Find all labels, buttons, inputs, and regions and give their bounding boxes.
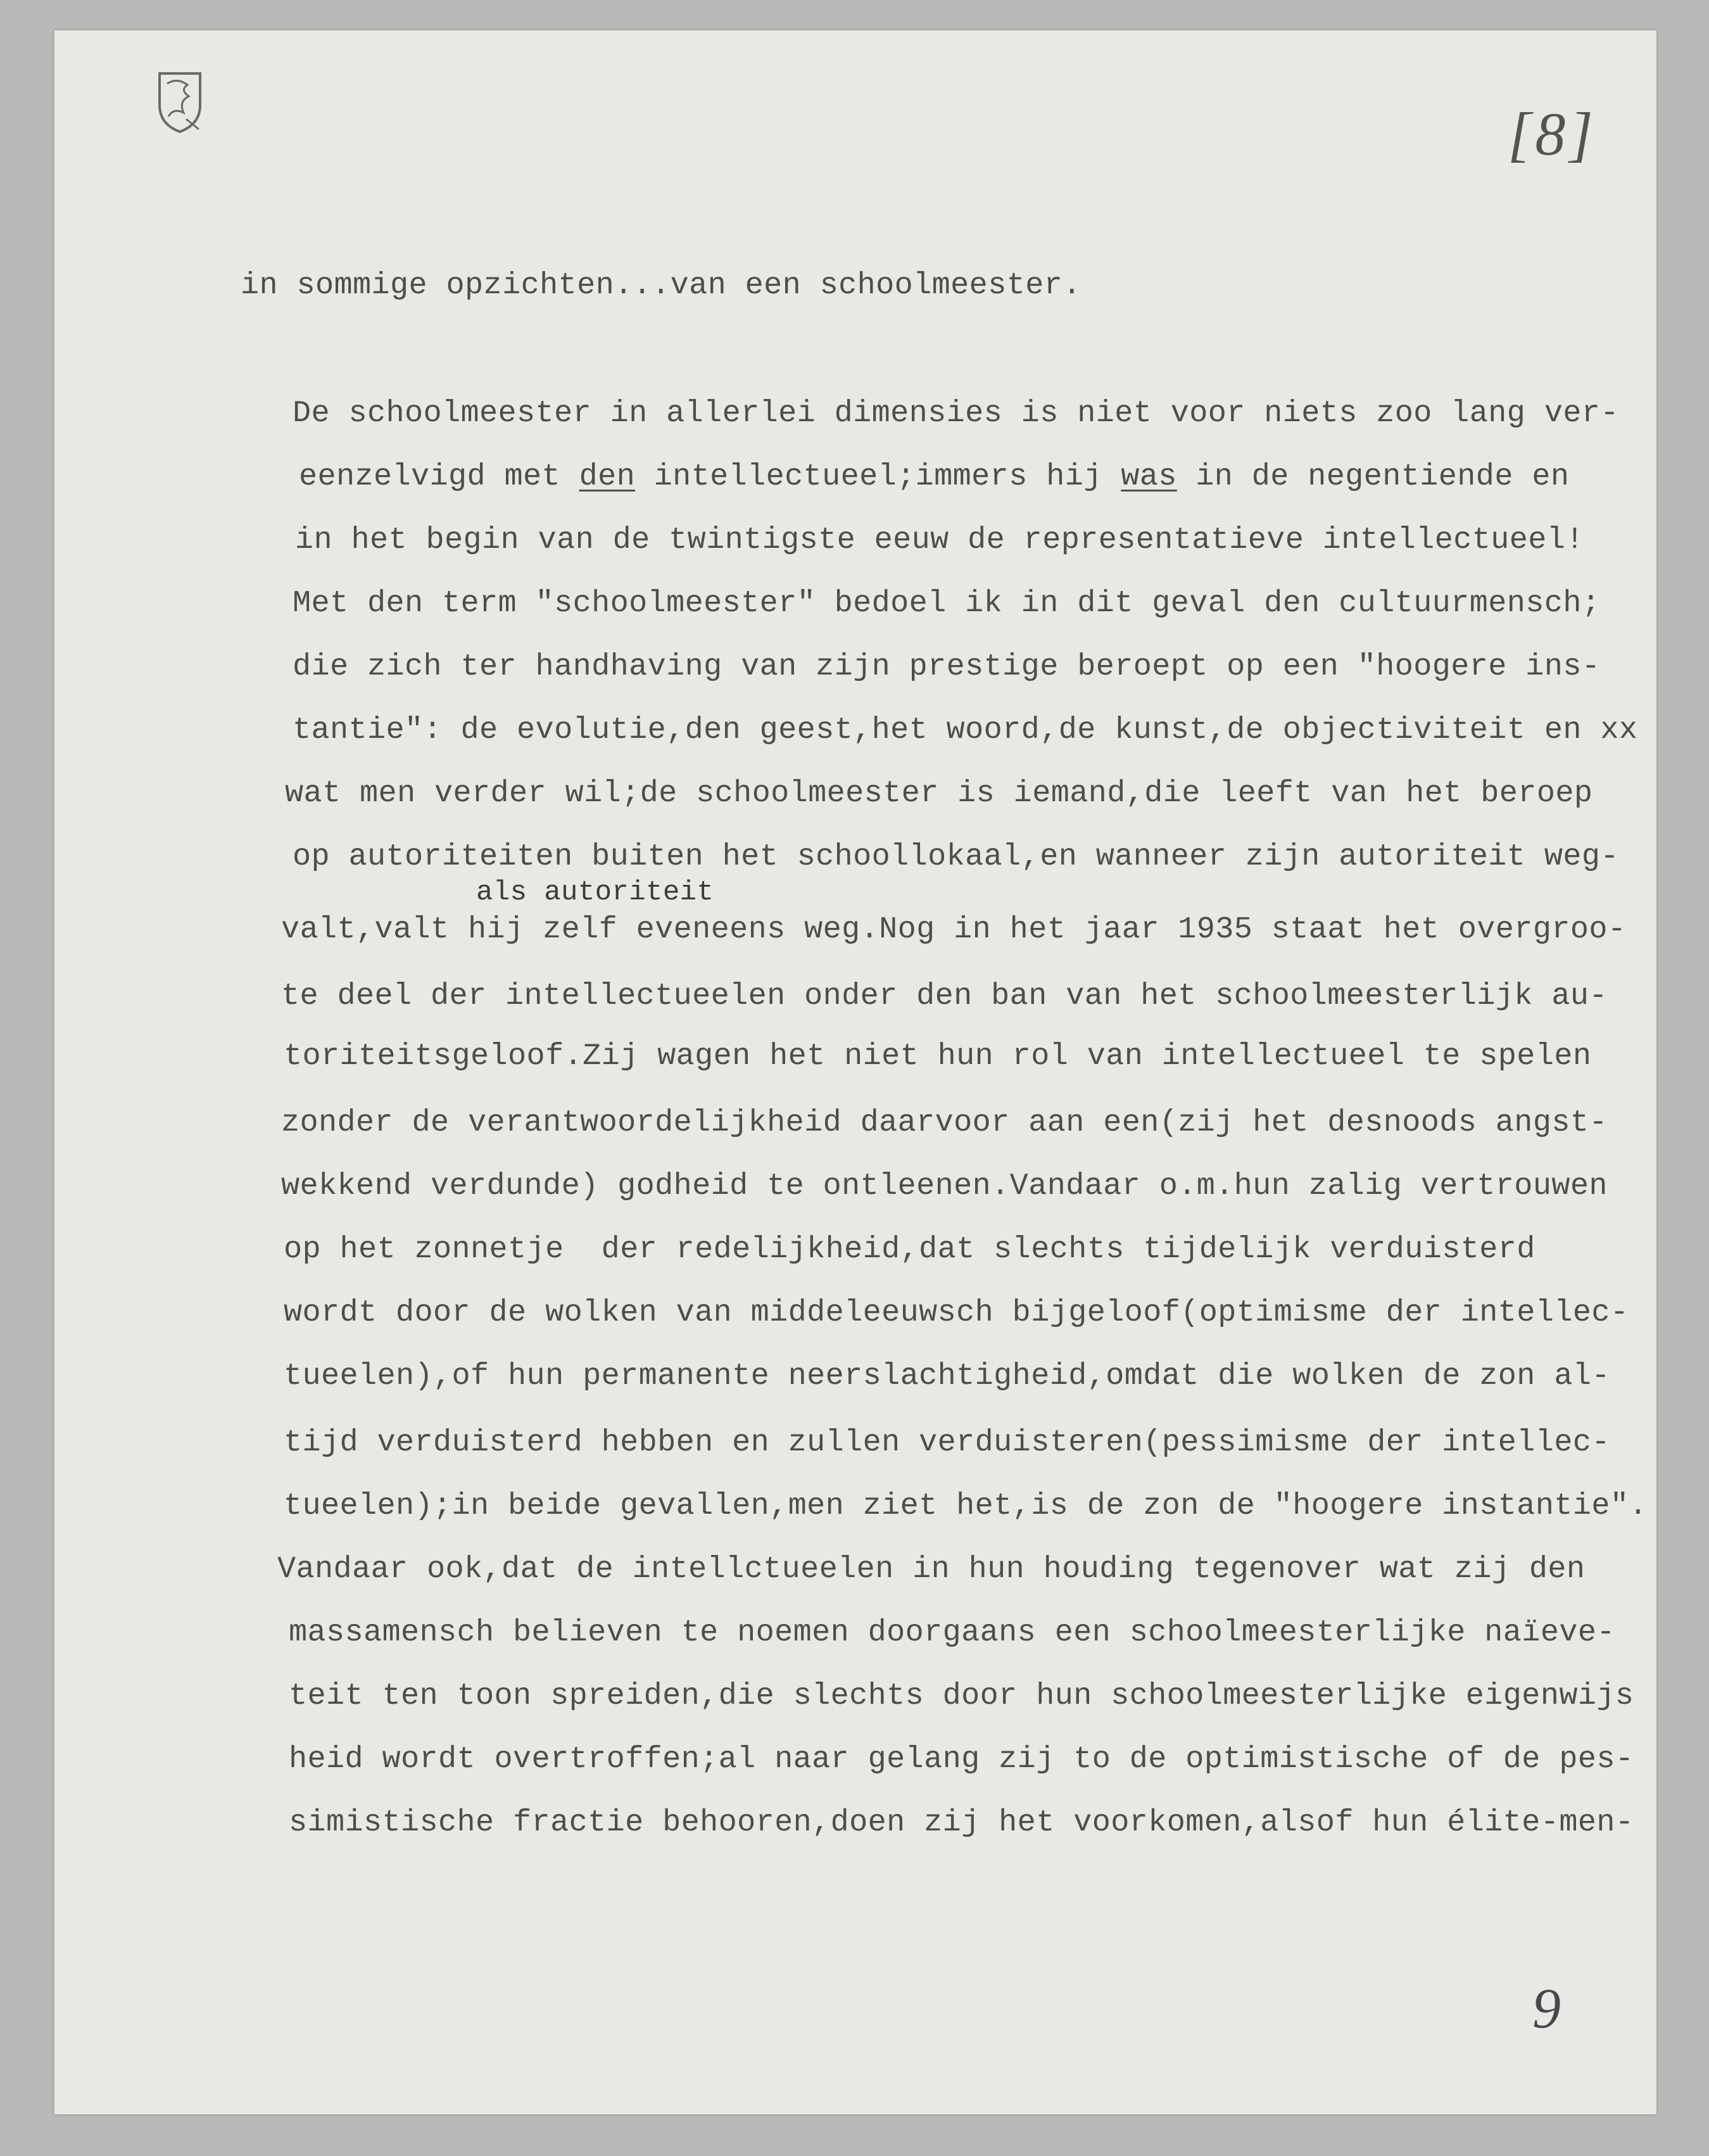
text-line	[284, 1488, 1648, 1523]
text-line	[289, 1742, 1634, 1777]
text-segment: tantie": de evolutie,den geest,het woord,de kunst,de objectiviteit en xx	[293, 713, 1638, 747]
text-segment: in het begin van de twintigste eeuw de representatieve intellectueel!	[295, 523, 1584, 557]
text-line	[277, 1552, 1585, 1587]
text-line	[285, 776, 1592, 811]
bottom-mark: 9	[1532, 1977, 1561, 2040]
text-segment: wat men verder wil;de schoolmeester is iemand,die leeft van het beroep	[285, 776, 1593, 811]
text-segment: tueelen);in beide gevallen,men ziet het,is de zon de "hoogere instantie".	[284, 1488, 1648, 1523]
text-line	[284, 1425, 1610, 1460]
text-line	[293, 586, 1600, 621]
opening-line: in sommige opzichten...van een schoolmeester.	[241, 268, 1082, 303]
text-segment: zonder de verantwoordelijkheid daarvoor aan een(zij het desnoods angst-	[281, 1105, 1608, 1140]
text-line	[293, 396, 1619, 431]
text-segment: wordt door de wolken van middeleeuwsch bijgeloof(optimisme der intellec-	[284, 1295, 1629, 1330]
text-line	[281, 1169, 1608, 1203]
text-line	[299, 459, 1569, 494]
text-segment: wekkend verdunde) godheid te ontleenen.Vandaar o.m.hun zalig vertrouwen	[281, 1169, 1608, 1203]
text-segment: De schoolmeester in allerlei dimensies is niet voor niets zoo lang ver-	[293, 396, 1619, 431]
text-segment: op het zonnetje der redelijkheid,dat slechts tijdelijk verduisterd	[284, 1232, 1536, 1267]
text-line	[293, 649, 1600, 684]
text-segment: tueelen),of hun permanente neerslachtigheid,omdat die wolken de zon al-	[284, 1359, 1610, 1393]
text-line	[289, 1615, 1615, 1650]
text-line	[281, 912, 1626, 947]
text-segment: simistische fractie behooren,doen zij het voorkomen,alsof hun élite-men-	[289, 1805, 1634, 1840]
text-line	[289, 1678, 1634, 1713]
text-line	[281, 1105, 1608, 1140]
text-segment: die zich ter handhaving van zijn prestige beroept op een "hoogere ins-	[293, 649, 1601, 684]
text-segment: intellectueel;immers hij	[635, 459, 1121, 494]
text-line	[284, 1295, 1629, 1330]
text-line	[293, 839, 1619, 874]
underlined-word: den	[579, 459, 636, 494]
shield-stamp-icon	[155, 68, 205, 134]
text-line	[281, 979, 1608, 1013]
text-segment: in de negentiende en	[1176, 459, 1570, 494]
text-segment: eenzelvigd met	[299, 459, 579, 494]
underlined-word: was	[1121, 459, 1177, 494]
text-line	[284, 1039, 1591, 1074]
text-segment: massamensch believen te noemen doorgaans een schoolmeesterlijke naïeve-	[289, 1615, 1615, 1650]
text-segment: teit ten toon spreiden,die slechts door hun schoolmeesterlijke eigenwijs	[289, 1678, 1634, 1713]
text-line	[289, 1805, 1634, 1840]
text-segment: Met den term "schoolmeester" bedoel ik in dit geval den cultuurmensch;	[293, 586, 1601, 621]
text-segment: Vandaar ook,dat de intellctueelen in hun houding tegenover wat zij den	[277, 1552, 1586, 1587]
text-segment: op autoriteiten buiten het schoollokaal,en wanneer zijn autoriteit weg-	[293, 839, 1619, 874]
text-line	[293, 713, 1637, 747]
interlinear-insert: als autoriteit	[476, 877, 714, 908]
text-segment: heid wordt overtroffen;al naar gelang zij to de optimistische of de pes-	[289, 1742, 1634, 1777]
text-line	[284, 1359, 1610, 1393]
page-number: [8]	[1508, 100, 1597, 168]
text-line	[295, 523, 1584, 557]
text-segment: valt,valt hij zelf eveneens weg.Nog in het jaar 1935 staat het overgroo-	[281, 912, 1627, 947]
text-line	[284, 1232, 1536, 1267]
text-segment: toriteitsgeloof.Zij wagen het niet hun rol van intellectueel te spelen	[284, 1039, 1592, 1074]
text-segment: te deel der intellectueelen onder den ban van het schoolmeesterlijk au-	[281, 979, 1608, 1013]
text-segment: tijd verduisterd hebben en zullen verduisteren(pessimisme der intellec-	[284, 1425, 1610, 1460]
